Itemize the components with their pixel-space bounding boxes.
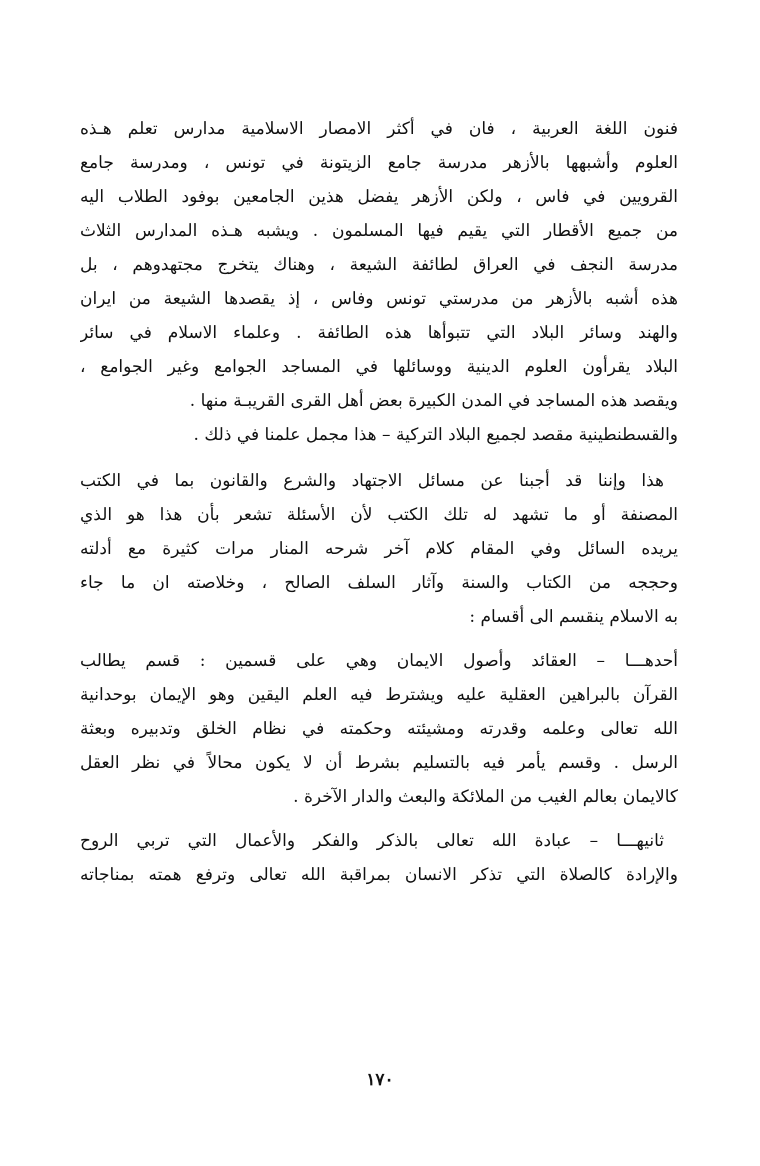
text-line: ثانيهـــا – عبادة الله تعالى بالذكر والفكر والأعمال التي تربي الروح — [80, 831, 664, 851]
paragraph — [80, 824, 678, 892]
paragraph — [80, 464, 678, 634]
page-number: ١٧٠ — [366, 1070, 394, 1090]
text-line: المصنفة أو ما تشهد له تلك الكتب لأن الأسئلة تشعر بأن هذا هو الذي — [80, 505, 678, 525]
text-line: به الاسلام ينقسم الى أقسام : — [469, 607, 678, 627]
text-line: مدرسة النجف في العراق لطائفة الشيعة ، وهناك يتخرج مجتهدوهم ، بل — [80, 255, 678, 275]
text-line: والقسطنطينية مقصد لجميع البلاد التركية – هذا مجمل علمنا في ذلك . — [193, 425, 678, 445]
text-line: البلاد يقرأون العلوم الدينية ووسائلها في المساجد الجوامع وغير الجوامع ، — [80, 357, 678, 377]
text-line: القرآن بالبراهين العقلية عليه ويشترط فيه العلم اليقين وهو الإيمان بوحدانية — [80, 685, 678, 705]
text-line: وحججه من الكتاب والسنة وآثار السلف الصالح ، وخلاصته ان ما جاء — [80, 573, 678, 593]
text-line: كالايمان بعالم الغيب من الملائكة والبعث والدار الآخرة . — [293, 787, 678, 807]
body-text — [80, 112, 678, 892]
text-line: الرسل . وقسم يأمر فيه بالتسليم بشرط أن لا يكون محالاً في نظر العقل — [80, 753, 678, 773]
text-line: العلوم وأشبهها بالأزهر مدرسة جامع الزيتونة في تونس ، ومدرسة جامع — [80, 153, 678, 173]
text-line: القرويين في فاس ، ولكن الأزهر يفضل هذين الجامعين بوفود الطلاب اليه — [80, 187, 678, 207]
text-line: هذه أشبه بالأزهر من مدرستي تونس وفاس ، إذ يقصدها الشيعة من ايران — [80, 289, 678, 309]
text-line: يريده السائل وفي المقام كلام آخر شرحه المنار مرات كثيرة مع أدلته — [80, 539, 678, 559]
paragraph-spacer — [80, 814, 678, 824]
text-line: والهند وسائر البلاد التي تتبوأها هذه الطائفة . وعلماء الاسلام في سائر — [80, 323, 678, 343]
paragraph-spacer — [80, 452, 678, 464]
text-line: من جميع الأقطار التي يقيم فيها المسلمون . ويشبه هـذه المدارس الثلاث — [80, 221, 678, 241]
paragraph — [80, 112, 678, 452]
text-line: ويقصد هذه المساجد في المدن الكبيرة بعض أهل القرى القريبـة منها . — [189, 391, 678, 411]
text-line: الله تعالى وعلمه وقدرته ومشيئته وحكمته في نظام الخلق وتدبيره وبعثة — [80, 719, 678, 739]
text-line: أحدهـــا – العقائد وأصول الايمان وهي على قسمين : قسم يطالب — [80, 651, 678, 671]
text-line: والإرادة كالصلاة التي تذكر الانسان بمراقبة الله تعالى وترفع همته بمناجاته — [80, 865, 678, 885]
text-line: هذا وإننا قد أجبنا عن مسائل الاجتهاد والشرع والقانون بما في الكتب — [80, 471, 664, 491]
text-line: فنون اللغة العربية ، فان في أكثر الامصار الاسلامية مدارس تعلم هـذه — [80, 119, 678, 139]
paragraph — [80, 644, 678, 814]
paragraph-spacer — [80, 634, 678, 644]
